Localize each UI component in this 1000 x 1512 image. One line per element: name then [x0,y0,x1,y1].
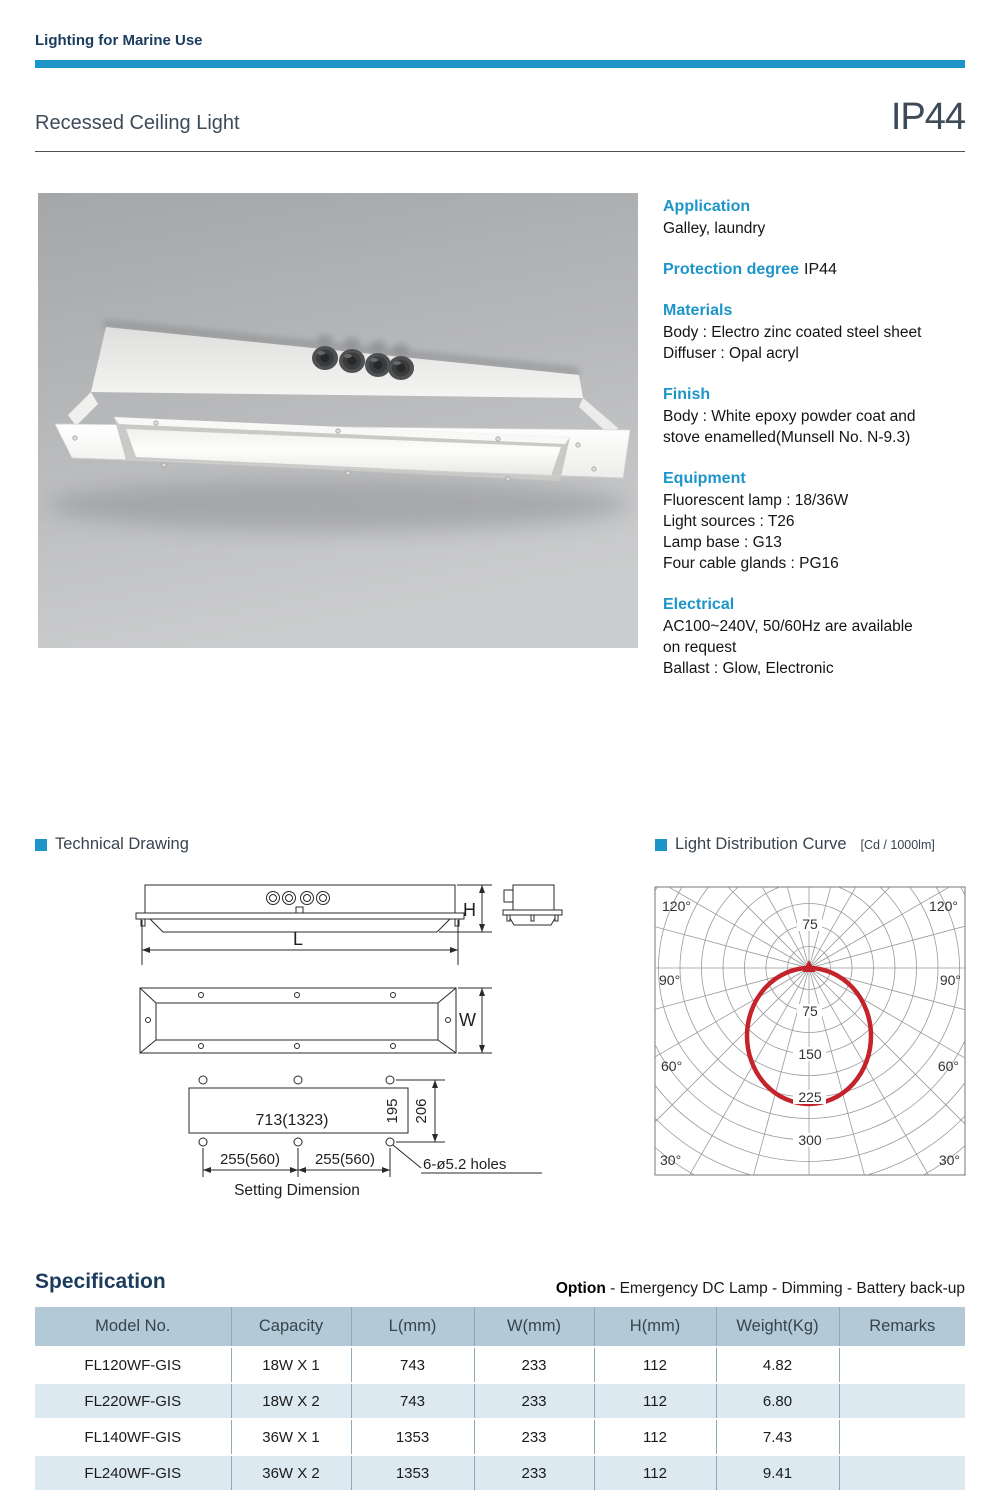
plan-view [140,988,492,1053]
option-line [556,1280,965,1298]
info-application [663,196,965,239]
cell-width: 233 [474,1347,594,1383]
setting-caption: Setting Dimension [234,1182,360,1199]
cell-length: 743 [351,1347,474,1383]
technical-drawing-header [35,835,189,854]
table-row [35,1347,965,1383]
materials-heading: Materials [663,302,733,319]
col-remarks: Remarks [839,1307,965,1347]
angle-label-90-left: 90° [659,972,681,988]
finish-heading: Finish [663,386,711,403]
info-equipment [663,468,965,574]
cell-capacity: 18W X 2 [231,1383,351,1419]
cell-capacity: 18W X 1 [231,1347,351,1383]
angle-label-30-left: 30° [660,1152,682,1168]
protection-value: IP44 [804,261,837,278]
cell-model: FL140WF-GIS [35,1419,231,1455]
table-row [35,1383,965,1419]
col-capacity: Capacity [231,1307,351,1347]
section-bullet-icon [655,839,667,851]
setting-height-inner-label: 195 [384,1098,401,1124]
info-electrical [663,594,965,679]
electrical-line: AC100~240V, 50/60Hz are available [663,618,913,635]
page-eyebrow: Lighting for Marine Use [35,32,203,49]
ring-label-225: 225 [798,1089,822,1105]
cell-model: FL240WF-GIS [35,1455,231,1491]
pitch-right-label: 255(560) [314,1151,376,1168]
ring-label-300: 300 [798,1132,822,1148]
front-view [136,885,492,965]
dim-w-label: W [459,1010,476,1030]
setting-height-outer-label: 206 [413,1098,430,1124]
col-length: L(mm) [351,1307,474,1347]
cell-remarks [839,1383,965,1419]
cell-height: 112 [594,1347,716,1383]
option-label: Option [555,1280,606,1297]
product-photo [38,193,638,648]
equipment-line: Fluorescent lamp : 18/36W [663,492,849,509]
light-distribution-chart [650,880,970,1180]
specification-title: Specification [35,1270,166,1293]
cell-remarks [839,1347,965,1383]
protection-heading: Protection degree [663,261,800,278]
cell-height: 112 [594,1383,716,1419]
electrical-line: Ballast : Glow, Electronic [663,660,834,677]
cell-capacity: 36W X 1 [231,1419,351,1455]
light-curve-title: Light Distribution Curve [675,835,847,853]
col-height: H(mm) [594,1307,716,1347]
angle-label-30-right: 30° [938,1152,960,1168]
cell-weight: 7.43 [716,1419,839,1455]
angle-label-90-right: 90° [939,972,961,988]
pitch-left-label: 255(560) [219,1151,281,1168]
cell-capacity: 36W X 2 [231,1455,351,1491]
light-curve-unit: [Cd / 1000lm] [860,837,935,852]
application-value: Galley, laundry [663,220,766,237]
cell-height: 112 [594,1455,716,1491]
accent-bar [35,60,965,68]
cell-weight: 9.41 [716,1455,839,1491]
page-title: Recessed Ceiling Light [35,112,240,134]
materials-line: Body : Electro zinc coated steel sheet [663,324,922,341]
cell-weight: 6.80 [716,1383,839,1419]
angle-label-60-left: 60° [661,1058,683,1074]
finish-line: Body : White epoxy powder coat and [663,408,916,425]
setting-dimension-view [189,1076,542,1199]
angle-label-120-left: 120° [662,898,691,914]
dim-h-label: H [463,900,476,920]
technical-drawing [30,865,590,1250]
equipment-line: Four cable glands : PG16 [663,555,839,572]
ring-label-150: 150 [798,1046,822,1062]
cell-remarks [839,1419,965,1455]
cell-model: FL120WF-GIS [35,1347,231,1383]
cell-weight: 4.82 [716,1347,839,1383]
cell-length: 1353 [351,1455,474,1491]
col-width: W(mm) [474,1307,594,1347]
technical-drawing-title: Technical Drawing [55,835,189,853]
equipment-line: Lamp base : G13 [663,534,782,551]
cell-width: 233 [474,1383,594,1419]
info-materials [663,300,965,364]
cell-remarks [839,1455,965,1491]
specification-table [35,1307,965,1492]
ring-label-75: 75 [802,1003,818,1019]
col-model: Model No. [35,1307,231,1347]
table-row [35,1455,965,1491]
cell-width: 233 [474,1455,594,1491]
dim-l-label: L [292,929,304,949]
light-curve-header [655,835,935,854]
materials-line: Diffuser : Opal acryl [663,345,799,362]
cell-width: 233 [474,1419,594,1455]
equipment-heading: Equipment [663,470,746,487]
application-heading: Application [663,198,751,215]
fixture-shadow [48,479,628,531]
dim-w [458,988,492,1053]
cell-length: 1353 [351,1419,474,1455]
option-text: - Emergency DC Lamp - Dimming - Battery back-up [610,1280,965,1297]
holes-note-label: 6-ø5.2 holes [423,1156,507,1173]
holes-callout [393,1145,542,1173]
cell-model: FL220WF-GIS [35,1383,231,1419]
cell-length: 743 [351,1383,474,1419]
angle-label-120-right: 120° [929,898,958,914]
finish-line: stove enamelled(Munsell No. N-9.3) [663,429,911,446]
dim-255 [203,1148,390,1177]
section-bullet-icon [35,839,47,851]
col-weight: Weight(Kg) [716,1307,839,1347]
ip-rating-badge: IP44 [890,96,965,138]
equipment-line: Light sources : T26 [663,513,795,530]
title-divider [35,151,965,152]
electrical-heading: Electrical [663,596,735,613]
cell-height: 112 [594,1419,716,1455]
setting-length-label: 713(1323) [255,1112,329,1129]
ring-label-75-top: 75 [802,916,818,932]
product-info-column [663,196,965,699]
info-finish [663,384,965,448]
angle-label-60-right: 60° [937,1058,959,1074]
electrical-line: on request [663,639,737,656]
side-view [503,885,562,925]
info-protection [663,259,965,280]
table-row [35,1419,965,1455]
table-header-row [35,1307,965,1347]
